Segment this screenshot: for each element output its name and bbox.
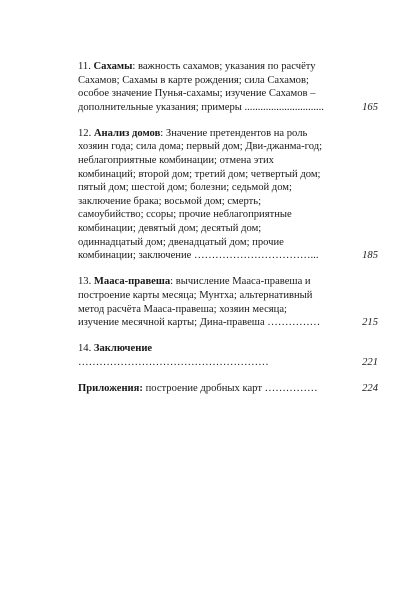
chapter-title: Мааса-правеша bbox=[93, 276, 171, 288]
page-number: 165 bbox=[362, 101, 378, 113]
toc-entry-text bbox=[78, 275, 334, 329]
page-number: 221 bbox=[362, 356, 378, 368]
chapter-title: Анализ домов bbox=[93, 127, 161, 139]
chapter-description: построение дробных карт …………… bbox=[142, 382, 318, 394]
toc-entry-14[interactable] bbox=[78, 342, 378, 369]
chapter-title: Сахамы bbox=[93, 61, 133, 72]
toc-entry-12[interactable] bbox=[78, 127, 378, 263]
table-of-contents bbox=[78, 60, 378, 408]
toc-entry-text bbox=[78, 127, 334, 263]
toc-entry-text bbox=[78, 342, 334, 369]
chapter-number: 13. bbox=[78, 276, 92, 288]
chapter-number: 12. bbox=[78, 127, 92, 139]
page-number: 224 bbox=[362, 382, 378, 394]
toc-entry-appendix[interactable] bbox=[78, 382, 378, 396]
page-number: 215 bbox=[362, 317, 378, 329]
chapter-number: 11. bbox=[78, 61, 91, 72]
chapter-title: Заключение bbox=[93, 343, 153, 355]
toc-entry-text bbox=[78, 60, 334, 114]
page-number: 185 bbox=[362, 250, 378, 262]
chapter-title: Приложения: bbox=[78, 382, 143, 394]
toc-entry-text bbox=[78, 382, 334, 396]
toc-entry-11[interactable] bbox=[78, 60, 378, 114]
toc-entry-13[interactable] bbox=[78, 275, 378, 329]
chapter-number: 14. bbox=[78, 343, 92, 355]
chapter-description: : важность сахамов; указания по расчёту Сахамов; Сахамы в карте рождения; сила Сахамов; особое значение Пунья-сахамы; изучение Сахамов – дополнительные указания; примеры .............................. bbox=[78, 61, 324, 113]
chapter-description: : Значение претендентов на роль хозяин года; сила дома; первый дом; Дви-джанма-год; неблагоприятные комбинации; отмена этих комбинаций; второй дом; третий дом; четвертый дом; пятый дом; шестой дом; болезни; седьмой дом; заключение брака; восьмой дом; смерть; самоубийство; ссоры; прочие неблагоприятные комбинации; девятый дом; десятый дом; одиннадцатый дом; двенадцатый дом; прочие комбинации; заключение ……………………………... bbox=[78, 127, 323, 262]
chapter-description: ……………………………………………… bbox=[78, 356, 269, 368]
chapter-description: : вычисление Мааса-правеша и построение карты месяца; Мунтха; альтернативный метод расчёта Мааса-правеша; хозяин месяца; изучение месячной карты; Дина-правеша …………… bbox=[78, 276, 321, 329]
